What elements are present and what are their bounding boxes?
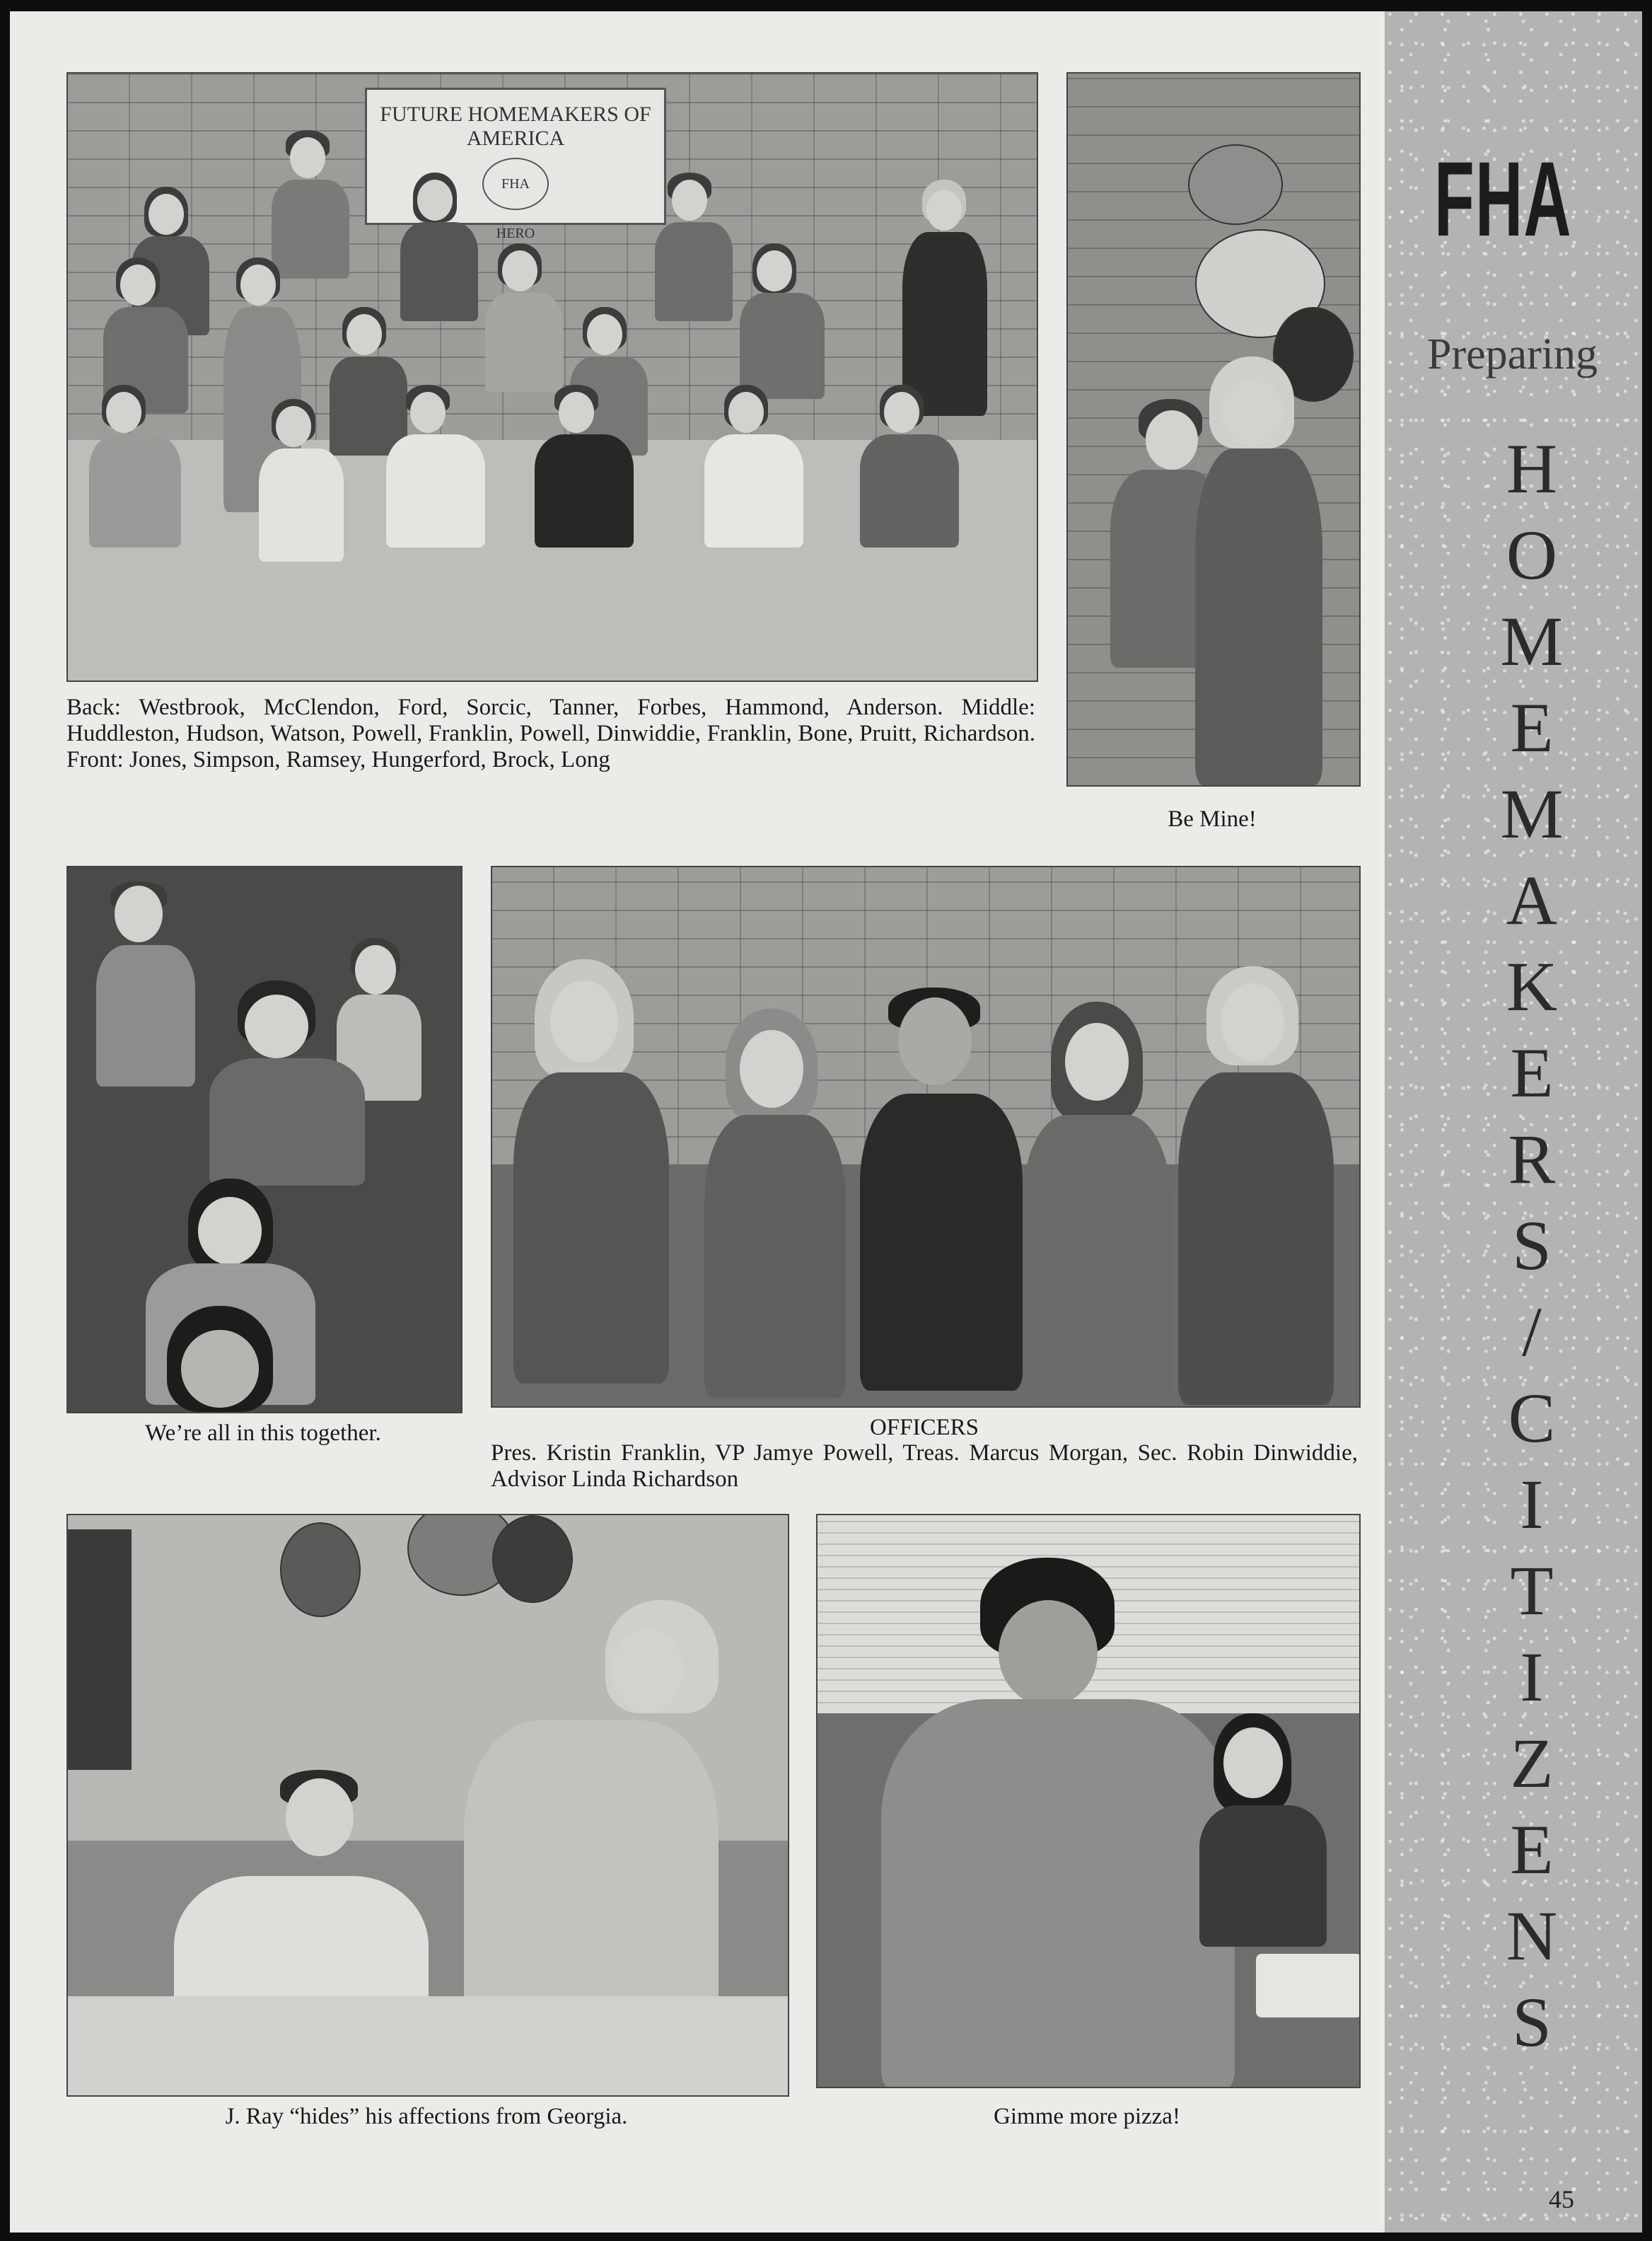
fha-banner	[365, 88, 666, 241]
headline-letter: O	[1506, 516, 1558, 594]
officers-photo	[491, 866, 1361, 1408]
headline-letter: H	[1506, 429, 1558, 508]
together-caption: We’re all in this together.	[145, 1420, 381, 1446]
headline-letter: E	[1510, 1033, 1554, 1112]
fha-logo: FHA HERO	[482, 158, 549, 210]
vertical-headline	[1461, 426, 1602, 2066]
section-subtitle: Preparing	[1427, 330, 1598, 378]
page-number: 45	[1549, 2185, 1574, 2213]
group-photo	[66, 72, 1038, 682]
pizza-photo	[816, 1514, 1361, 2088]
section-sidebar	[1385, 11, 1642, 2233]
officers-caption: Pres. Kristin Franklin, VP Jamye Powell, Treas. Marcus Morgan, Sec. Robin Dinwiddie, Advisor Linda Richardson	[491, 1440, 1358, 1492]
together-photo	[66, 866, 463, 1413]
headline-letter: S	[1512, 1206, 1552, 1285]
group-photo-caption: Back: Westbrook, McClendon, Ford, Sorcic, Tanner, Forbes, Hammond, Anderson. Middle: Huddleston, Hudson, Watson, Powell, Franklin, Powell, Dinwiddie, Franklin, Bone, Pruitt, Richardson. Front: Jones, Simpson, Ramsey, Hungerford, Brock, Long	[66, 695, 1035, 772]
headline-letter: E	[1510, 1810, 1554, 1889]
pizza-box	[1256, 1954, 1361, 2017]
officers-heading: OFFICERS	[869, 1415, 979, 1440]
bulletin-board	[68, 1529, 132, 1770]
headline-letter: /	[1522, 1292, 1542, 1371]
heart-balloon	[1188, 144, 1283, 225]
jray-caption: J. Ray “hides” his affections from Georgia.	[225, 2104, 628, 2129]
headline-letter: M	[1500, 602, 1564, 681]
headline-letter: I	[1520, 1638, 1544, 1716]
be-mine-photo	[1066, 72, 1361, 787]
headline-letter: Z	[1510, 1724, 1554, 1802]
headline-letter: T	[1510, 1551, 1554, 1630]
headline-letter: E	[1510, 688, 1554, 767]
banner-text: FUTURE HOMEMAKERS OF AMERICA	[380, 103, 651, 150]
section-title: FHA	[1434, 139, 1572, 258]
yearbook-page	[10, 11, 1642, 2233]
headline-letter: R	[1508, 1120, 1556, 1198]
headline-letter: A	[1506, 861, 1558, 939]
jray-photo	[66, 1514, 789, 2097]
headline-letter: M	[1500, 775, 1564, 853]
headline-letter: I	[1520, 1465, 1544, 1544]
be-mine-caption: Be Mine!	[1168, 806, 1257, 832]
headline-letter: N	[1506, 1897, 1558, 1975]
table	[68, 1996, 788, 2095]
headline-letter: S	[1512, 1983, 1552, 2061]
balloon-bunch	[280, 1522, 361, 1617]
pizza-caption: Gimme more pizza!	[994, 2104, 1180, 2129]
headline-letter: C	[1508, 1379, 1556, 1457]
headline-letter: K	[1506, 947, 1558, 1026]
